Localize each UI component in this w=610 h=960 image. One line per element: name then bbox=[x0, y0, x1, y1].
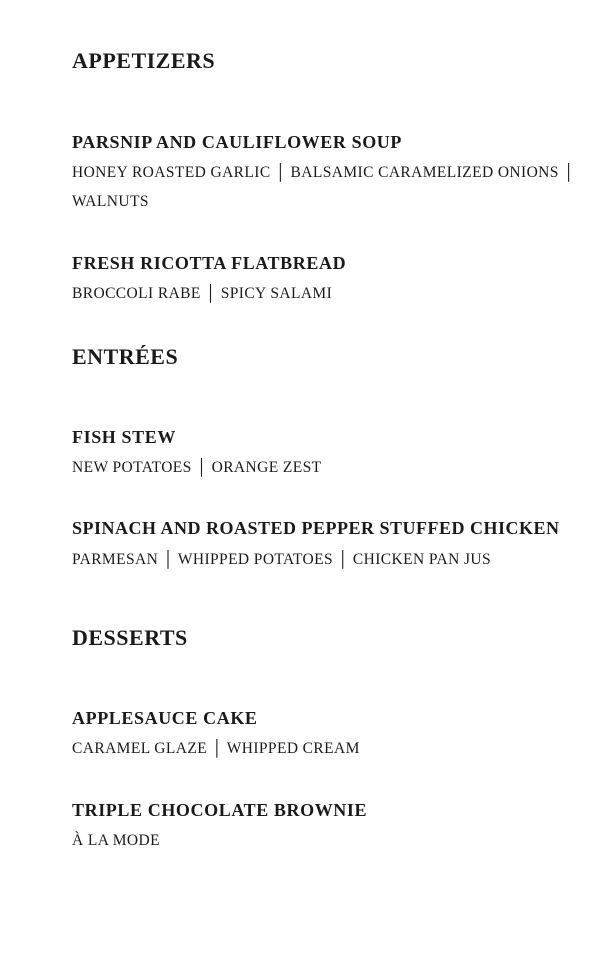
dish-name: APPLESAUCE CAKE bbox=[72, 708, 258, 728]
dish-name: FRESH RICOTTA FLATBREAD bbox=[72, 253, 347, 273]
dish-description: NEW POTATOES │ ORANGE ZEST bbox=[72, 459, 322, 476]
dish-description: BROCCOLI RABE │ SPICY SALAMI bbox=[72, 285, 333, 302]
section-title-desserts: DESSERTS bbox=[72, 625, 188, 650]
section-title-appetizers: APPETIZERS bbox=[72, 48, 216, 73]
dish-description: CARAMEL GLAZE │ WHIPPED CREAM bbox=[72, 740, 360, 757]
dish-description: PARMESAN │ WHIPPED POTATOES │ CHICKEN PAN JUS bbox=[72, 551, 491, 568]
dish-name: FISH STEW bbox=[72, 427, 176, 447]
dish-name: SPINACH AND ROASTED PEPPER STUFFED CHICKEN bbox=[72, 518, 560, 538]
dish-description: HONEY ROASTED GARLIC │ BALSAMIC CARAMELIZED ONIONS │ WALNUTS bbox=[72, 164, 575, 210]
dish-description: À LA MODE bbox=[72, 832, 160, 849]
section-title-entrees: ENTRÉES bbox=[72, 344, 179, 369]
dish-name: PARSNIP AND CAULIFLOWER SOUP bbox=[72, 132, 402, 152]
dish-name: TRIPLE CHOCOLATE BROWNIE bbox=[72, 800, 368, 820]
